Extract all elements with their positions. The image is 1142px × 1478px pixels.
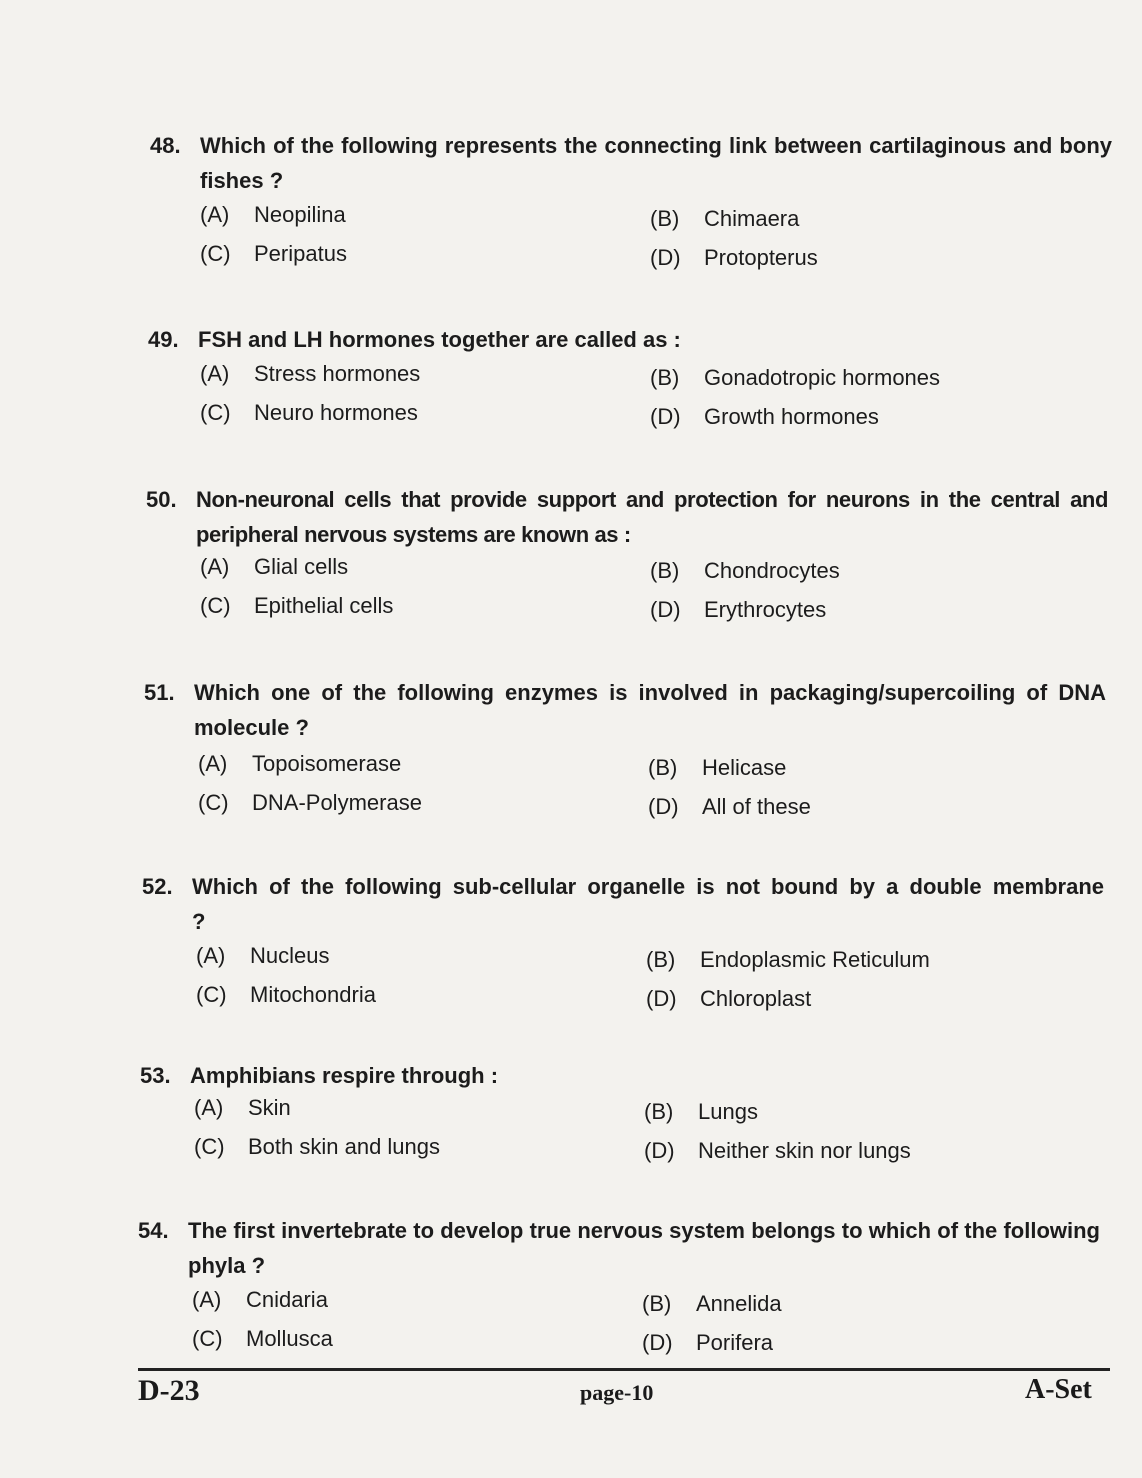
set-label: A-Set (1025, 1374, 1092, 1405)
option-c: (C) DNA-Polymerase (198, 790, 422, 815)
option-d: (D) Chloroplast (646, 986, 812, 1011)
options (146, 552, 1121, 632)
page-number: page-10 (580, 1380, 654, 1405)
option-a: (A) Nucleus (196, 943, 330, 968)
question-52 (142, 869, 1117, 1019)
question-number: 54. (138, 1218, 169, 1243)
option-a: (A) Cnidaria (192, 1287, 328, 1312)
option-d: (D) Growth hormones (650, 404, 879, 429)
question-text: The first invertebrate to develop true nervous system belongs to which of the following phyla ? (188, 1218, 1100, 1278)
option-d: (D) Porifera (642, 1330, 774, 1355)
question-53 (140, 1058, 1115, 1173)
question-text: Which one of the following enzymes is involved in packaging/supercoiling of DNA molecule ? (194, 680, 1106, 740)
question-text: Which of the following represents the connecting link between cartilaginous and bony fishes ? (200, 133, 1112, 193)
options (140, 1093, 1115, 1173)
option-c: (C) Neuro hormones (200, 400, 418, 425)
option-b: (B) Chondrocytes (650, 558, 840, 583)
options (144, 745, 1119, 825)
options (148, 357, 1123, 437)
question-text: Non-neuronal cells that provide support and protection for neurons in the central and peripheral nervous systems are known as : (196, 487, 1108, 547)
option-d: (D) All of these (648, 794, 811, 819)
option-d: (D) Neither skin nor lungs (644, 1138, 911, 1163)
footer-divider (138, 1368, 1110, 1371)
paper-code: D-23 (138, 1374, 200, 1407)
question-number: 50. (146, 487, 177, 512)
option-c: (C) Epithelial cells (200, 593, 394, 618)
option-a: (A) Neopilina (200, 202, 346, 227)
question-text: FSH and LH hormones together are called as : (198, 327, 681, 352)
question-number: 53. (140, 1063, 171, 1088)
option-b: (B) Lungs (644, 1099, 758, 1124)
question-text: Which of the following sub-cellular organelle is not bound by a double membrane ? (192, 874, 1104, 934)
option-c: (C) Both skin and lungs (194, 1134, 441, 1159)
option-b: (B) Chimaera (650, 206, 800, 231)
options (142, 939, 1117, 1019)
option-d: (D) Erythrocytes (650, 597, 827, 622)
options (138, 1283, 1113, 1363)
option-b: (B) Gonadotropic hormones (650, 365, 941, 390)
option-a: (A) Stress hormones (200, 361, 421, 386)
option-b: (B) Endoplasmic Reticulum (646, 947, 930, 972)
question-number: 52. (142, 874, 173, 899)
option-d: (D) Protopterus (650, 245, 818, 270)
question-number: 51. (144, 680, 175, 705)
question-48 (150, 128, 1125, 278)
option-b: (B) Helicase (648, 755, 787, 780)
option-c: (C) Mitochondria (196, 982, 376, 1007)
options (150, 198, 1125, 278)
option-c: (C) Mollusca (192, 1326, 333, 1351)
question-50 (146, 482, 1121, 632)
option-a: (A) Skin (194, 1095, 291, 1120)
question-number: 48. (150, 133, 181, 158)
question-54 (138, 1213, 1113, 1363)
option-c: (C) Peripatus (200, 241, 347, 266)
option-a: (A) Glial cells (200, 554, 349, 579)
question-text: Amphibians respire through : (190, 1063, 499, 1088)
question-49 (148, 322, 1123, 437)
question-number: 49. (148, 327, 179, 352)
option-a: (A) Topoisomerase (198, 751, 402, 776)
question-51 (144, 675, 1119, 825)
option-b: (B) Annelida (642, 1291, 782, 1316)
